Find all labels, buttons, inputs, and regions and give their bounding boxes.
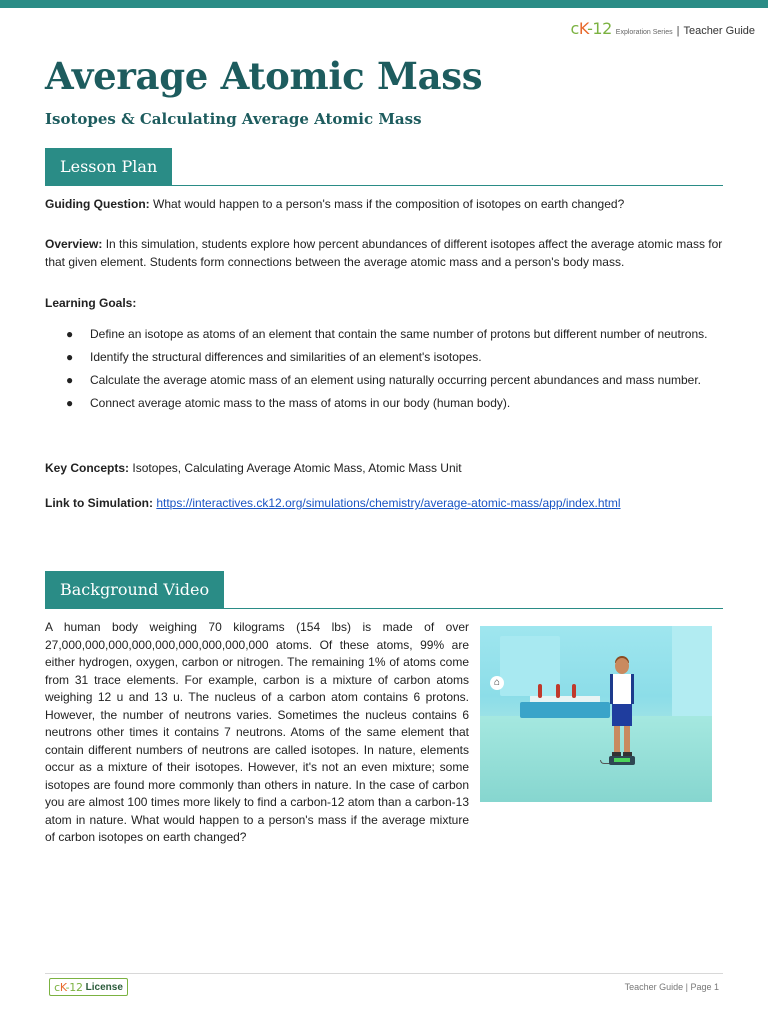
overview (45, 235, 725, 271)
list-item (66, 325, 726, 343)
header-separator: | (676, 25, 680, 37)
overview-text: In this simulation, students explore how percent abundances of different isotopes affect the average atomic mass for that given element. Students form connections between the average atomic mass and a person's body mass. (45, 237, 723, 269)
sim-counter (520, 702, 610, 718)
overview-label: Overview: (45, 237, 103, 251)
logo-c: c (54, 980, 60, 994)
person-shirt (610, 674, 634, 704)
flask-icon (538, 684, 542, 698)
person-leg (624, 726, 630, 754)
license-badge[interactable] (49, 978, 128, 996)
guiding-question-label: Guiding Question: (45, 197, 150, 211)
sim-wall (672, 626, 712, 726)
logo-12: -12 (587, 19, 612, 38)
series-label: Exploration Series (615, 29, 673, 36)
guiding-question (45, 195, 725, 213)
logo-k: K (59, 980, 66, 994)
scale-display (614, 758, 630, 762)
list-item (66, 394, 726, 412)
ck12-logo (54, 981, 83, 994)
key-concepts-label: Key Concepts: (45, 461, 130, 475)
bullet-icon: ● (66, 350, 74, 364)
list-item (66, 371, 726, 389)
goal-text: Define an isotope as atoms of an element that contain the same number of protons but different number of neutrons. (90, 327, 708, 341)
goal-text: Connect average atomic mass to the mass of atoms in our body (human body). (90, 396, 511, 410)
background-video-header (45, 571, 723, 609)
guiding-question-text: What would happen to a person's mass if the composition of isotopes on earth changed? (153, 197, 625, 211)
page-number: Teacher Guide | Page 1 (624, 982, 719, 992)
bullet-icon: ● (66, 327, 74, 341)
lesson-plan-header (45, 148, 723, 186)
page-subtitle: Isotopes & Calculating Average Atomic Mass (45, 110, 422, 128)
background-video-tab: Background Video (45, 571, 224, 608)
footer-divider (45, 973, 723, 974)
brand-header (571, 19, 755, 38)
learning-goals-label: Learning Goals: (45, 296, 137, 310)
goal-text: Identify the structural differences and similarities of an element's isotopes. (90, 350, 482, 364)
simulation-link-row (45, 494, 725, 512)
learning-goals-list (66, 325, 726, 417)
logo-12: -12 (65, 980, 83, 994)
goal-text: Calculate the average atomic mass of an element using naturally occurring percent abundances and mass number. (90, 373, 702, 387)
sim-window (500, 636, 560, 696)
background-text: A human body weighing 70 kilograms (154 lbs) is made of over 27,000,000,000,000,000,000,000,000,000 atoms. Of these atoms, 99% are either hydrogen, oxygen, carbon or nitrogen. The remaining 1% of atoms come from 31 trace elements. For example, carbon is a mixture of carbon atoms weighing 12 u and 13 u. The nucleus of a carbon atom contains 6 protons. However, the number of neutrons varies. Sometimes the nucleus contains 6 neutrons other times it contains 7 neutrons. Atoms of the same element that contain different numbers of neutrons are called isotopes. In nature, elements occur as a mixture of their isotopes. However, it's not an even mixture; some isotopes are found more commonly than others in nature. In the case of carbon you are almost 100 times more likely to find a carbon-12 atom than a carbon-13 atom in nature. What would happen to a person's mass if the average mixture of carbon isotopes on earth changed? (45, 620, 469, 844)
ck12-logo (571, 19, 612, 38)
list-item (66, 348, 726, 366)
sim-floor (480, 716, 712, 802)
lesson-plan-tab: Lesson Plan (45, 148, 172, 185)
license-label: License (85, 981, 123, 993)
person-head (615, 658, 629, 674)
simulation-screenshot[interactable] (480, 626, 712, 802)
logo-c: c (570, 19, 579, 38)
top-accent-bar (0, 0, 768, 8)
key-concepts (45, 459, 725, 477)
flask-icon (556, 684, 560, 698)
flask-icon (572, 684, 576, 698)
page-title: Average Atomic Mass (45, 54, 483, 98)
bullet-icon: ● (66, 396, 74, 410)
simulation-link[interactable]: https://interactives.ck12.org/simulations/chemistry/average-atomic-mass/app/index.html (156, 496, 621, 510)
bullet-icon: ● (66, 373, 74, 387)
person-shorts (612, 704, 632, 726)
home-icon[interactable]: ⌂ (490, 676, 504, 690)
person-leg (614, 726, 620, 754)
simulation-link-label: Link to Simulation: (45, 496, 153, 510)
teacher-guide-label: Teacher Guide (683, 25, 755, 37)
logo-k: K (578, 19, 588, 38)
key-concepts-text: Isotopes, Calculating Average Atomic Mass, Atomic Mass Unit (132, 461, 462, 475)
